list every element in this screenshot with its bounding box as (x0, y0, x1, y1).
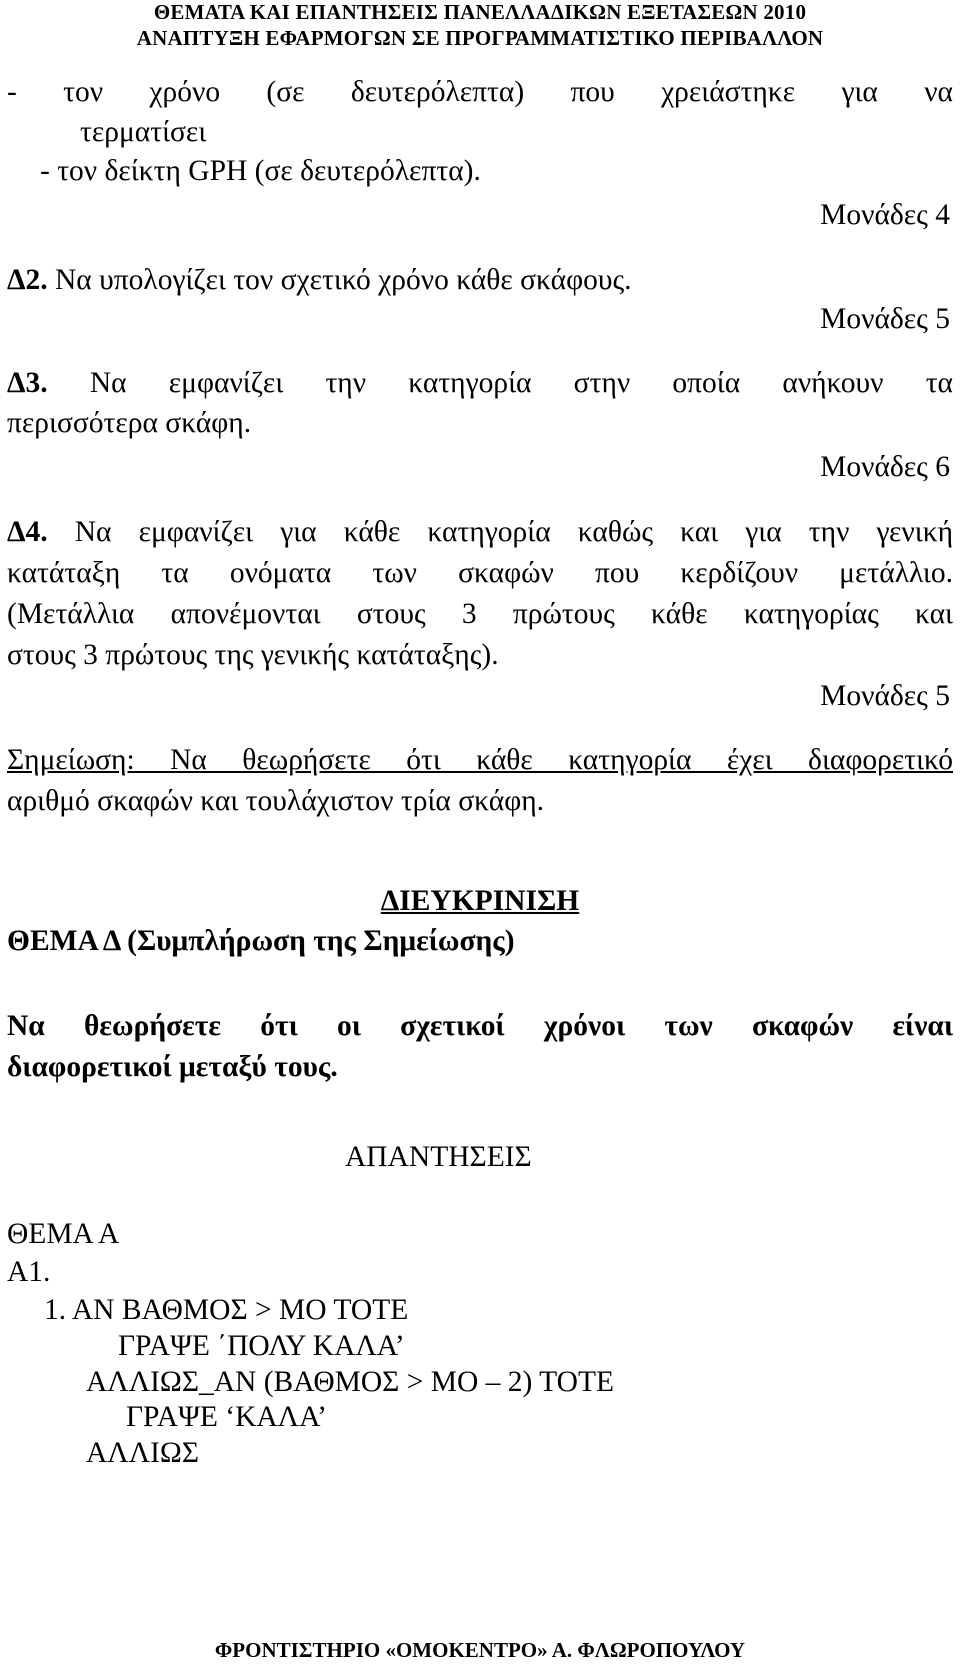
code-line: ΑΛΛΙΩΣ (86, 1437, 200, 1469)
item-time: - τον χρόνο (σε δευτερόλεπτα) που χρειάστηκε για να (7, 76, 953, 108)
d4-line-4: στους 3 πρώτους της γενικής κατάταξης). (7, 639, 499, 671)
clarification-text: Να θεωρήσετε ότι οι σχετικοί χρόνοι των σκαφών είναι (7, 1010, 953, 1042)
note-continuation: αριθμό σκαφών και τουλάχιστον τρία σκάφη. (7, 785, 545, 817)
d4-text: Να εμφανίζει για κάθε κατηγορία καθώς και για την γενική (74, 516, 953, 548)
d4-line-2: κατάταξη τα ονόματα των σκαφών που κερδίζουν μετάλλιο. (7, 557, 953, 589)
d2-label: Δ2. (7, 264, 48, 296)
d3-question (7, 365, 953, 401)
a1-label: Α1. (7, 1256, 51, 1288)
d4-label: Δ4. (7, 516, 48, 548)
code-line: ΑΛΛΙΩΣ_ΑΝ (ΒΑΘΜΟΣ > ΜΟ – 2) ΤΟΤΕ (86, 1366, 615, 1398)
header-title: ΘΕΜΑΤΑ ΚΑΙ ΕΠΑΝΤΗΣΕΙΣ ΠΑΝΕΛΛΑΔΙΚΩΝ ΕΞΕΤΑΣΕΩΝ 2010 (153, 0, 807, 24)
header-subtitle: ΑΝΑΠΤΥΞΗ ΕΦΑΡΜΟΓΩΝ ΣΕ ΠΡΟΓΡΑΜΜΑΤΙΣΤΙΚΟ ΠΕΡΙΒΑΛΛΟΝ (136, 26, 824, 50)
theme-a-heading: ΘΕΜΑ Α (7, 1218, 120, 1250)
d3-continuation: περισσότερα σκάφη. (7, 407, 252, 439)
d2-points: Μονάδες 5 (820, 303, 950, 335)
d4-line-3: (Μετάλλια απονέμονται στους 3 πρώτους κάθε κατηγορίας και (7, 598, 953, 630)
d3-label: Δ3. (7, 367, 48, 399)
item-gph: - τον δείκτη GPH (σε δευτερόλεπτα). (40, 155, 481, 187)
clarification-subtitle: ΘΕΜΑ Δ (Συμπλήρωση της Σημείωσης) (7, 925, 515, 957)
d2-question (7, 262, 632, 298)
item-time-continuation: τερματίσει (80, 116, 207, 148)
note-label: Σημείωση: (7, 744, 135, 776)
clarification-title: ΔΙΕΥΚΡΙΝΙΣΗ (380, 885, 580, 917)
clarification-text-continuation: διαφορετικοί μεταξύ τους. (7, 1051, 338, 1083)
d3-points: Μονάδες 6 (820, 451, 950, 483)
note (7, 742, 953, 778)
code-line: ΓΡΑΨΕ ‘ΚΑΛΑ’ (126, 1401, 327, 1433)
d3-text: Να εμφανίζει την κατηγορία στην οποία ανήκουν τα (89, 367, 953, 399)
d1-points: Μονάδες 4 (820, 199, 950, 231)
d2-text: Να υπολογίζει τον σχετικό χρόνο κάθε σκάφους. (55, 264, 632, 296)
d4-question (7, 514, 953, 550)
footer: ΦΡΟΝΤΙΣΤΗΡΙΟ «ΟΜΟΚΕΝΤΡΟ» Α. ΦΛΩΡΟΠΟΥΛΟΥ (214, 1638, 746, 1662)
answers-title: ΑΠΑΝΤΗΣΕΙΣ (345, 1141, 532, 1173)
d4-points: Μονάδες 5 (820, 680, 950, 712)
note-text: Να θεωρήσετε ότι κάθε κατηγορία έχει διαφορετικό (134, 744, 953, 776)
code-line: ΓΡΑΨΕ ΄ΠΟΛΥ ΚΑΛΑ’ (118, 1330, 405, 1362)
code-line: 1. ΑΝ ΒΑΘΜΟΣ > ΜΟ ΤΟΤΕ (44, 1294, 409, 1326)
